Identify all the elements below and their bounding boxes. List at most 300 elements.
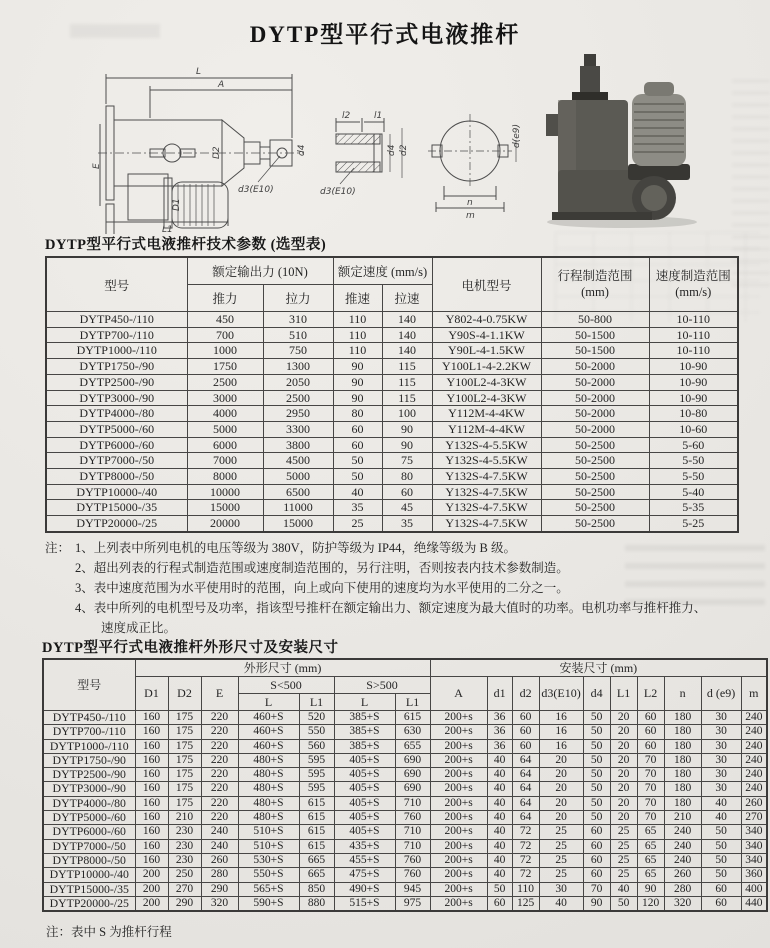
value-cell: 240 <box>201 839 238 853</box>
value-cell: 760 <box>395 868 430 882</box>
value-cell: 10-80 <box>649 406 738 422</box>
value-cell: 10-90 <box>649 390 738 406</box>
col-header-A: A <box>430 677 487 711</box>
table-row <box>43 753 767 767</box>
value-cell: 590+S <box>238 896 299 911</box>
value-cell: 70 <box>637 753 664 767</box>
value-cell: 200 <box>135 882 168 896</box>
value-cell: 50-2000 <box>541 406 649 422</box>
col-header-d1: d1 <box>487 677 512 711</box>
col-header-motor: 电机型号 <box>432 257 541 312</box>
value-cell: 200+s <box>430 725 487 739</box>
value-cell: 175 <box>168 768 201 782</box>
value-cell: 40 <box>539 896 583 911</box>
value-cell: 665 <box>299 868 334 882</box>
dimensions-table <box>42 658 768 912</box>
value-cell: 200+s <box>430 768 487 782</box>
table-row <box>43 725 767 739</box>
col-header-d2: d2 <box>512 677 539 711</box>
value-cell: 175 <box>168 739 201 753</box>
value-cell: 50-2500 <box>541 500 649 516</box>
value-cell: 50-2500 <box>541 469 649 485</box>
value-cell: 175 <box>168 711 201 725</box>
table-row <box>46 327 738 343</box>
value-cell: 240 <box>664 825 701 839</box>
col-header-n: n <box>664 677 701 711</box>
value-cell: 260 <box>741 796 767 810</box>
value-cell: 200+s <box>430 753 487 767</box>
model-cell: DYTP8000-/50 <box>43 853 135 867</box>
value-cell: 320 <box>664 896 701 911</box>
dim-label-d4-detail: d4 <box>387 144 397 156</box>
dim-label-d3E10-detail: d3(E10) <box>320 187 356 197</box>
value-cell: 50-1500 <box>541 343 649 359</box>
value-cell: 240 <box>741 768 767 782</box>
model-cell: DYTP5000-/60 <box>46 421 187 437</box>
value-cell: 4000 <box>187 406 263 422</box>
value-cell: 240 <box>664 853 701 867</box>
col-header-d3E10: d3(E10) <box>539 677 583 711</box>
value-cell: 340 <box>741 825 767 839</box>
model-cell: DYTP6000-/60 <box>43 825 135 839</box>
value-cell: 5000 <box>263 469 333 485</box>
value-cell: 64 <box>512 782 539 796</box>
value-cell: 220 <box>201 811 238 825</box>
value-cell: 60 <box>583 853 610 867</box>
value-cell: 530+S <box>238 853 299 867</box>
table-row <box>46 374 738 390</box>
section-title-specs: DYTP型平行式电液推杆技术参数 (选型表) <box>45 237 327 253</box>
value-cell: 230 <box>168 839 201 853</box>
value-cell: 40 <box>487 868 512 882</box>
value-cell: Y132S-4-5.5KW <box>432 453 541 469</box>
value-cell: 250 <box>168 868 201 882</box>
value-cell: 20 <box>610 711 637 725</box>
model-cell: DYTP20000-/25 <box>46 516 187 532</box>
value-cell: 220 <box>201 782 238 796</box>
value-cell: 60 <box>512 739 539 753</box>
value-cell: 460+S <box>238 725 299 739</box>
value-cell: Y132S-4-5.5KW <box>432 437 541 453</box>
col-header-L-lt: L <box>238 694 299 711</box>
value-cell: 60 <box>701 896 741 911</box>
table-row <box>46 406 738 422</box>
value-cell: 7000 <box>187 453 263 469</box>
col-header-s-gt-500: S>500 <box>334 677 430 694</box>
value-cell: 90 <box>333 359 382 375</box>
value-cell: Y100L2-4-3KW <box>432 374 541 390</box>
value-cell: 70 <box>637 811 664 825</box>
value-cell: 50 <box>701 839 741 853</box>
value-cell: 595 <box>299 768 334 782</box>
table-row <box>46 484 738 500</box>
value-cell: 50-2500 <box>541 453 649 469</box>
value-cell: 565+S <box>238 882 299 896</box>
value-cell: 240 <box>741 725 767 739</box>
value-cell: 60 <box>583 868 610 882</box>
dim-label-d4: d4 <box>297 144 307 156</box>
value-cell: 710 <box>395 796 430 810</box>
value-cell: 405+S <box>334 796 395 810</box>
value-cell: 230 <box>168 853 201 867</box>
table-row <box>46 437 738 453</box>
value-cell: 30 <box>539 882 583 896</box>
value-cell: 175 <box>168 725 201 739</box>
model-cell: DYTP450-/110 <box>46 312 187 328</box>
model-cell: DYTP1750-/90 <box>43 753 135 767</box>
value-cell: 975 <box>395 896 430 911</box>
value-cell: 2500 <box>263 390 333 406</box>
value-cell: 20 <box>610 811 637 825</box>
value-cell: 90 <box>583 896 610 911</box>
value-cell: 460+S <box>238 711 299 725</box>
table-row <box>46 500 738 516</box>
value-cell: 615 <box>299 811 334 825</box>
value-cell: 210 <box>664 811 701 825</box>
value-cell: 180 <box>664 725 701 739</box>
table-row <box>46 453 738 469</box>
value-cell: 64 <box>512 768 539 782</box>
value-cell: 20 <box>610 782 637 796</box>
page-title: DYTP型平行式电液推杆 <box>249 22 521 47</box>
value-cell: 50 <box>701 853 741 867</box>
value-cell: 490+S <box>334 882 395 896</box>
col-header-rated-output: 额定输出力 (10N) <box>187 257 333 285</box>
value-cell: 80 <box>333 406 382 422</box>
value-cell: 65 <box>637 853 664 867</box>
value-cell: 16 <box>539 711 583 725</box>
value-cell: 510 <box>263 327 333 343</box>
value-cell: 10000 <box>187 484 263 500</box>
value-cell: 70 <box>583 882 610 896</box>
value-cell: 70 <box>637 796 664 810</box>
value-cell: 40 <box>333 484 382 500</box>
value-cell: 5-35 <box>649 500 738 516</box>
value-cell: 240 <box>741 739 767 753</box>
notes-block <box>45 538 717 638</box>
value-cell: 510+S <box>238 839 299 853</box>
table-row <box>46 390 738 406</box>
value-cell: 700 <box>187 327 263 343</box>
value-cell: 25 <box>539 853 583 867</box>
value-cell: 110 <box>333 343 382 359</box>
value-cell: 5-25 <box>649 516 738 532</box>
value-cell: 90 <box>333 390 382 406</box>
value-cell: 750 <box>263 343 333 359</box>
col-header-L1-lt: L1 <box>299 694 334 711</box>
value-cell: 175 <box>168 796 201 810</box>
value-cell: 50 <box>487 882 512 896</box>
value-cell: 25 <box>333 516 382 532</box>
value-cell: 690 <box>395 768 430 782</box>
model-cell: DYTP7000-/50 <box>43 839 135 853</box>
value-cell: 310 <box>263 312 333 328</box>
value-cell: 15000 <box>187 500 263 516</box>
col-header-model: 型号 <box>43 659 135 711</box>
dim-label-D1: D1 <box>172 198 182 211</box>
model-cell: DYTP10000-/40 <box>46 484 187 500</box>
value-cell: 160 <box>135 853 168 867</box>
value-cell: 160 <box>135 811 168 825</box>
table-row <box>46 516 738 532</box>
table-row <box>43 811 767 825</box>
value-cell: 50-800 <box>541 312 649 328</box>
value-cell: 50 <box>333 453 382 469</box>
value-cell: 455+S <box>334 853 395 867</box>
value-cell: 2050 <box>263 374 333 390</box>
value-cell: 110 <box>333 327 382 343</box>
value-cell: 15000 <box>263 516 333 532</box>
value-cell: 475+S <box>334 868 395 882</box>
section-title-dimensions: DYTP型平行式电液推杆外形尺寸及安装尺寸 <box>42 640 339 656</box>
value-cell: 40 <box>487 853 512 867</box>
value-cell: 210 <box>168 811 201 825</box>
col-header-D2: D2 <box>168 677 201 711</box>
value-cell: 10-110 <box>649 312 738 328</box>
value-cell: 220 <box>201 711 238 725</box>
model-cell: DYTP5000-/60 <box>43 811 135 825</box>
table-row <box>46 343 738 359</box>
value-cell: 160 <box>135 782 168 796</box>
value-cell: 30 <box>701 711 741 725</box>
value-cell: 10-60 <box>649 421 738 437</box>
value-cell: 3300 <box>263 421 333 437</box>
value-cell: 50-2000 <box>541 374 649 390</box>
value-cell: 30 <box>701 725 741 739</box>
value-cell: 240 <box>741 753 767 767</box>
value-cell: 30 <box>701 768 741 782</box>
value-cell: 480+S <box>238 796 299 810</box>
value-cell: 60 <box>637 739 664 753</box>
value-cell: 180 <box>664 768 701 782</box>
value-cell: 60 <box>637 725 664 739</box>
value-cell: 25 <box>539 825 583 839</box>
dim-label-m: m <box>466 211 475 221</box>
value-cell: 20 <box>539 782 583 796</box>
value-cell: 270 <box>168 882 201 896</box>
value-cell: 710 <box>395 825 430 839</box>
value-cell: 290 <box>168 896 201 911</box>
col-header-L1: L1 <box>610 677 637 711</box>
col-header-D1: D1 <box>135 677 168 711</box>
table-row <box>43 796 767 810</box>
dimension-drawing <box>92 56 534 234</box>
value-cell: 40 <box>701 796 741 810</box>
value-cell: 50 <box>583 796 610 810</box>
value-cell: 510+S <box>238 825 299 839</box>
note-line: 4、表中所列的电机型号及功率，指该型号推杆在额定输出力、额定速度为最大值时的功率。电机功率与推杆推力、速度成正比。 <box>75 601 707 635</box>
value-cell: 50-2500 <box>541 437 649 453</box>
value-cell: 200+s <box>430 896 487 911</box>
value-cell: 550+S <box>238 868 299 882</box>
value-cell: 220 <box>201 739 238 753</box>
value-cell: 240 <box>741 782 767 796</box>
table-row <box>43 739 767 753</box>
dim-label-d3E10: d3(E10) <box>238 185 274 195</box>
value-cell: 40 <box>487 768 512 782</box>
col-header-L1-gt: L1 <box>395 694 430 711</box>
value-cell: 480+S <box>238 811 299 825</box>
value-cell: 100 <box>382 406 432 422</box>
value-cell: 120 <box>637 896 664 911</box>
value-cell: 90 <box>382 437 432 453</box>
value-cell: 2500 <box>187 374 263 390</box>
dim-label-n: n <box>467 198 473 208</box>
value-cell: 405+S <box>334 782 395 796</box>
dim-label-D2: D2 <box>212 146 222 159</box>
value-cell: Y90S-4-1.1KW <box>432 327 541 343</box>
col-header-pull-force: 拉力 <box>263 285 333 312</box>
value-cell: 220 <box>201 768 238 782</box>
value-cell: 655 <box>395 739 430 753</box>
value-cell: 595 <box>299 782 334 796</box>
value-cell: Y112M-4-4KW <box>432 406 541 422</box>
value-cell: 615 <box>299 796 334 810</box>
value-cell: 460+S <box>238 739 299 753</box>
value-cell: 220 <box>201 725 238 739</box>
dim-label-E: E <box>92 163 102 169</box>
value-cell: 10-110 <box>649 327 738 343</box>
value-cell: 20 <box>610 768 637 782</box>
value-cell: 60 <box>583 839 610 853</box>
dim-label-L1: L1 <box>162 225 173 234</box>
value-cell: 160 <box>135 768 168 782</box>
value-cell: 115 <box>382 374 432 390</box>
value-cell: 25 <box>539 839 583 853</box>
value-cell: 20 <box>610 753 637 767</box>
value-cell: 385+S <box>334 739 395 753</box>
value-cell: 520 <box>299 711 334 725</box>
value-cell: 40 <box>487 839 512 853</box>
value-cell: 50-1500 <box>541 327 649 343</box>
col-header-pull-speed: 拉速 <box>382 285 432 312</box>
model-cell: DYTP15000-/35 <box>46 500 187 516</box>
value-cell: 480+S <box>238 768 299 782</box>
table-row <box>43 825 767 839</box>
value-cell: 50 <box>610 896 637 911</box>
dim-label-l2: l2 <box>342 111 351 121</box>
value-cell: 160 <box>135 711 168 725</box>
table-row <box>43 853 767 867</box>
value-cell: 160 <box>135 739 168 753</box>
dim-label-d2-detail: d2 <box>399 144 409 156</box>
table-row <box>46 421 738 437</box>
value-cell: 60 <box>512 725 539 739</box>
value-cell: Y132S-4-7.5KW <box>432 484 541 500</box>
value-cell: 65 <box>637 868 664 882</box>
value-cell: 385+S <box>334 711 395 725</box>
value-cell: 30 <box>701 739 741 753</box>
value-cell: 50 <box>701 868 741 882</box>
col-header-speed-range: 速度制造范围 (mm/s) <box>649 257 738 312</box>
value-cell: 220 <box>201 753 238 767</box>
value-cell: 480+S <box>238 782 299 796</box>
value-cell: 180 <box>664 739 701 753</box>
value-cell: 50 <box>583 811 610 825</box>
value-cell: 340 <box>741 853 767 867</box>
value-cell: 200+s <box>430 825 487 839</box>
stroke-note: 注：表中 S 为推杆行程 <box>46 925 172 939</box>
dim-label-A: A <box>218 80 225 90</box>
value-cell: 360 <box>741 868 767 882</box>
value-cell: 280 <box>664 882 701 896</box>
value-cell: 160 <box>135 839 168 853</box>
model-cell: DYTP6000-/60 <box>46 437 187 453</box>
value-cell: 70 <box>637 768 664 782</box>
value-cell: Y100L2-4-3KW <box>432 390 541 406</box>
model-cell: DYTP1750-/90 <box>46 359 187 375</box>
value-cell: 1300 <box>263 359 333 375</box>
value-cell: 25 <box>610 853 637 867</box>
value-cell: 20 <box>539 768 583 782</box>
value-cell: 180 <box>664 796 701 810</box>
value-cell: 72 <box>512 853 539 867</box>
value-cell: 115 <box>382 359 432 375</box>
value-cell: 5-50 <box>649 453 738 469</box>
table-row <box>43 711 767 725</box>
value-cell: 270 <box>741 811 767 825</box>
value-cell: 110 <box>333 312 382 328</box>
value-cell: 140 <box>382 343 432 359</box>
value-cell: 25 <box>610 868 637 882</box>
model-cell: DYTP4000-/80 <box>43 796 135 810</box>
model-cell: DYTP4000-/80 <box>46 406 187 422</box>
value-cell: 615 <box>395 711 430 725</box>
value-cell: 45 <box>382 500 432 516</box>
value-cell: 630 <box>395 725 430 739</box>
value-cell: 50-2000 <box>541 421 649 437</box>
value-cell: 200+s <box>430 796 487 810</box>
value-cell: Y112M-4-4KW <box>432 421 541 437</box>
value-cell: 665 <box>299 853 334 867</box>
value-cell: 200+s <box>430 839 487 853</box>
value-cell: 110 <box>512 882 539 896</box>
value-cell: 405+S <box>334 768 395 782</box>
value-cell: 405+S <box>334 811 395 825</box>
model-cell: DYTP3000-/90 <box>43 782 135 796</box>
model-cell: DYTP8000-/50 <box>46 469 187 485</box>
value-cell: 200 <box>135 896 168 911</box>
value-cell: 200 <box>135 868 168 882</box>
value-cell: 50-2000 <box>541 359 649 375</box>
table-row <box>46 469 738 485</box>
value-cell: 180 <box>664 782 701 796</box>
value-cell: 280 <box>201 868 238 882</box>
table-row <box>43 882 767 896</box>
value-cell: 480+S <box>238 753 299 767</box>
model-cell: DYTP15000-/35 <box>43 882 135 896</box>
value-cell: 550 <box>299 725 334 739</box>
value-cell: 36 <box>487 711 512 725</box>
value-cell: 385+S <box>334 725 395 739</box>
table-row <box>43 868 767 882</box>
value-cell: 340 <box>741 839 767 853</box>
value-cell: 3000 <box>187 390 263 406</box>
value-cell: 230 <box>168 825 201 839</box>
value-cell: 140 <box>382 312 432 328</box>
value-cell: 90 <box>382 421 432 437</box>
dim-label-l1: l1 <box>374 111 383 121</box>
value-cell: 945 <box>395 882 430 896</box>
value-cell: 200+s <box>430 739 487 753</box>
value-cell: 200+s <box>430 882 487 896</box>
value-cell: 125 <box>512 896 539 911</box>
product-photo-illustration <box>532 52 727 232</box>
value-cell: 200+s <box>430 711 487 725</box>
value-cell: 50 <box>583 753 610 767</box>
value-cell: 435+S <box>334 839 395 853</box>
value-cell: 175 <box>168 753 201 767</box>
